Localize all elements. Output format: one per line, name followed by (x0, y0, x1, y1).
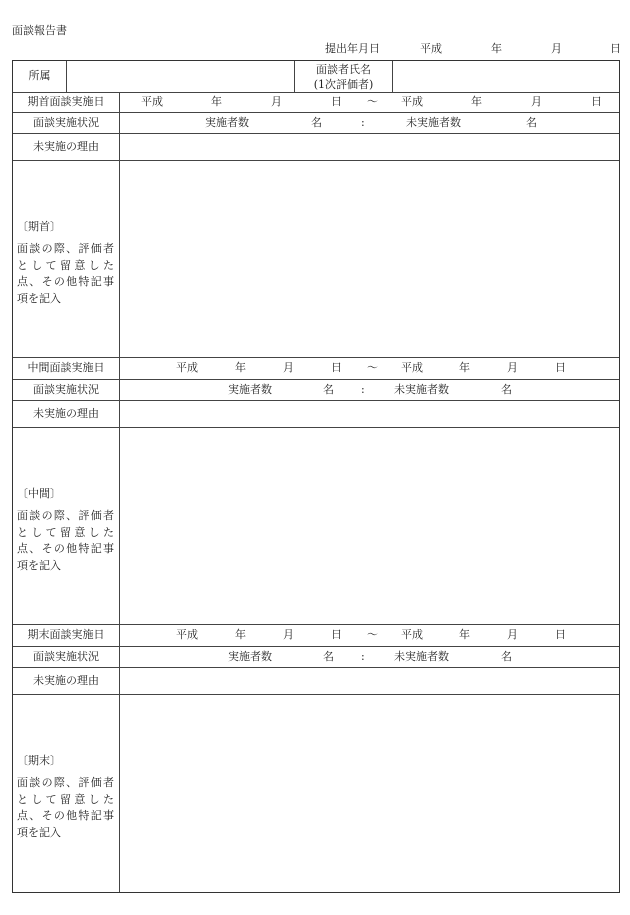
done-count-label: 実施者数 (228, 383, 272, 396)
date-to-month[interactable]: 月 (507, 361, 518, 374)
note-instructions: 面談の際、評価者として留意した点、その他特記事項を記入 (17, 242, 114, 305)
reason-field[interactable] (120, 401, 619, 427)
section-date-label: 期首面談実施日 (27, 95, 105, 108)
submission-date-label: 提出年月日 (325, 42, 380, 55)
date-to-day[interactable]: 日 (591, 95, 602, 108)
submission-month[interactable]: 月 (551, 42, 562, 55)
count-separator: : (361, 650, 365, 663)
done-count-unit[interactable]: 名 (323, 383, 334, 396)
document-title: 面談報告書 (12, 24, 67, 37)
not-done-count-unit[interactable]: 名 (526, 116, 537, 129)
reason-field[interactable] (120, 668, 619, 694)
interview-report-form (12, 60, 620, 893)
not-done-count-label: 未実施者数 (394, 383, 449, 396)
status-label: 面談実施状況 (33, 116, 99, 129)
submission-date-row (0, 40, 630, 54)
affiliation-label: 所属 (28, 69, 51, 82)
done-count-unit[interactable]: 名 (323, 650, 334, 663)
date-from-month[interactable]: 月 (283, 361, 294, 374)
date-to-year[interactable]: 年 (459, 628, 470, 641)
affiliation-field[interactable] (67, 62, 293, 91)
date-from-day[interactable]: 日 (331, 95, 342, 108)
reason-label: 未実施の理由 (33, 140, 99, 153)
not-done-count-unit[interactable]: 名 (501, 650, 512, 663)
reason-label: 未実施の理由 (33, 674, 99, 687)
date-to-era: 平成 (401, 628, 423, 641)
section-date-label: 期末面談実施日 (27, 628, 105, 641)
date-to-year[interactable]: 年 (459, 361, 470, 374)
phase-label: 〔中間〕 (17, 487, 61, 500)
done-count-unit[interactable]: 名 (311, 116, 322, 129)
not-done-count-unit[interactable]: 名 (501, 383, 512, 396)
submission-year[interactable]: 年 (491, 42, 502, 55)
date-to-month[interactable]: 月 (507, 628, 518, 641)
date-from-year[interactable]: 年 (235, 361, 246, 374)
status-label: 面談実施状況 (33, 650, 99, 663)
date-from-month[interactable]: 月 (271, 95, 282, 108)
note-instructions: 面談の際、評価者として留意した点、その他特記事項を記入 (17, 776, 114, 839)
date-range-tilde: 〜 (367, 628, 378, 641)
not-done-count-label: 未実施者数 (406, 116, 461, 129)
count-separator: : (361, 383, 365, 396)
date-from-year[interactable]: 年 (235, 628, 246, 641)
date-to-month[interactable]: 月 (531, 95, 542, 108)
date-range-tilde: 〜 (367, 361, 378, 374)
count-separator: : (361, 116, 365, 129)
date-from-month[interactable]: 月 (283, 628, 294, 641)
interviewer-label: 面談者氏名 (1次評価者) (313, 63, 374, 91)
done-count-label: 実施者数 (205, 116, 249, 129)
status-label: 面談実施状況 (33, 383, 99, 396)
not-done-count-label: 未実施者数 (394, 650, 449, 663)
date-from-era: 平成 (176, 628, 198, 641)
done-count-label: 実施者数 (228, 650, 272, 663)
phase-label: 〔期末〕 (17, 754, 61, 767)
date-to-day[interactable]: 日 (555, 361, 566, 374)
remarks-area[interactable] (120, 428, 619, 624)
remarks-area[interactable] (120, 695, 619, 892)
date-to-era: 平成 (401, 95, 423, 108)
date-from-day[interactable]: 日 (331, 361, 342, 374)
submission-day[interactable]: 日 (610, 42, 621, 55)
date-to-year[interactable]: 年 (471, 95, 482, 108)
date-from-year[interactable]: 年 (211, 95, 222, 108)
reason-field[interactable] (120, 134, 619, 160)
date-from-era: 平成 (141, 95, 163, 108)
date-to-era: 平成 (401, 361, 423, 374)
date-from-era: 平成 (176, 361, 198, 374)
note-instructions: 面談の際、評価者として留意した点、その他特記事項を記入 (17, 509, 114, 572)
phase-label: 〔期首〕 (17, 220, 61, 233)
interviewer-name-field[interactable] (393, 62, 619, 91)
section-date-label: 中間面談実施日 (27, 361, 105, 374)
date-to-day[interactable]: 日 (555, 628, 566, 641)
remarks-area[interactable] (120, 161, 619, 357)
date-range-tilde: 〜 (367, 95, 378, 108)
date-from-day[interactable]: 日 (331, 628, 342, 641)
submission-era: 平成 (420, 42, 442, 55)
reason-label: 未実施の理由 (33, 407, 99, 420)
